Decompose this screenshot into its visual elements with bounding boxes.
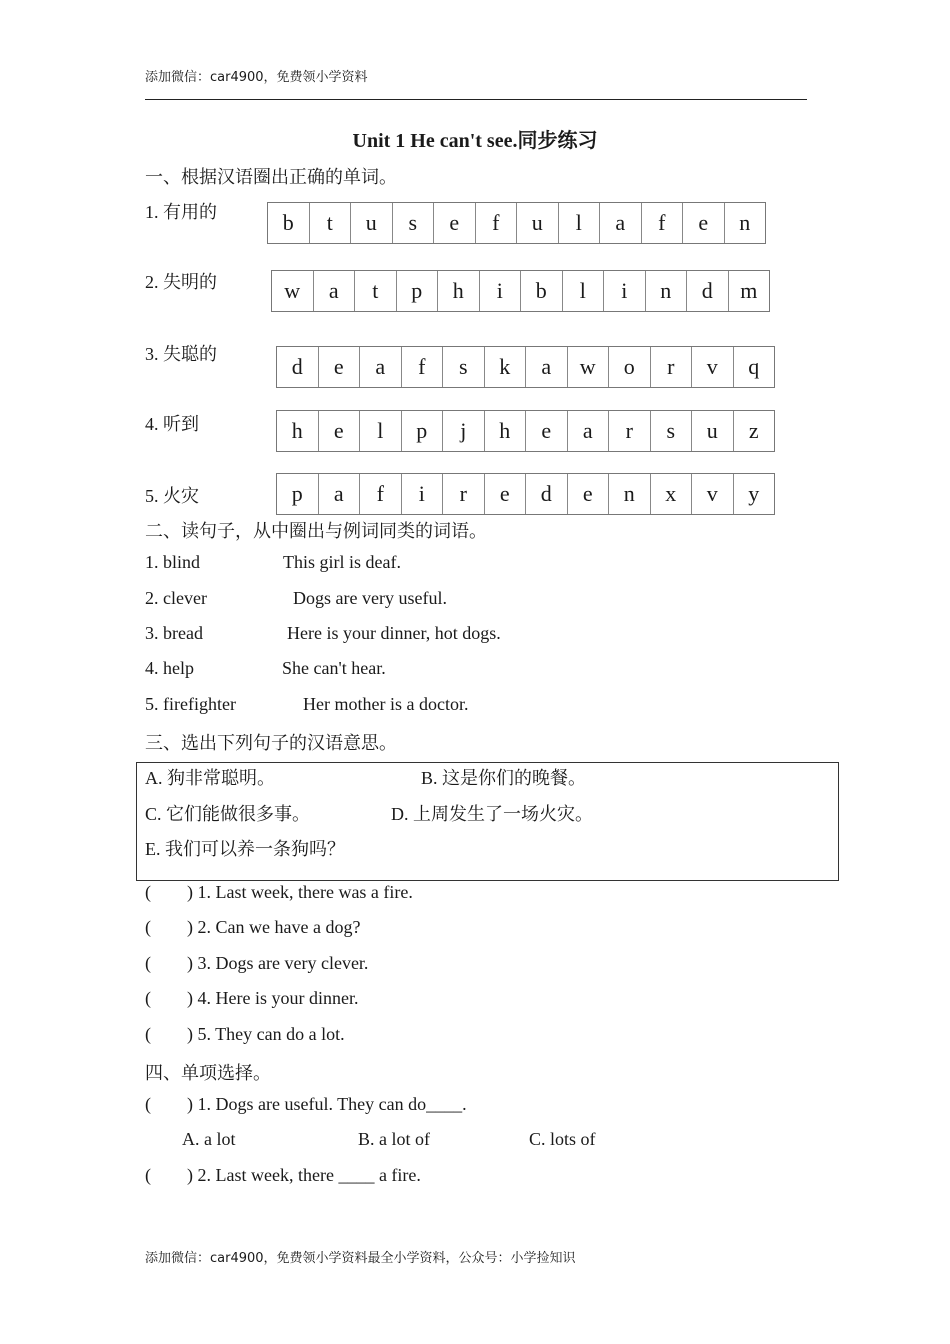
letter-cell[interactable]: t bbox=[310, 203, 352, 243]
letter-cell[interactable]: f bbox=[476, 203, 518, 243]
letter-cell[interactable]: l bbox=[563, 271, 605, 311]
choice-a: A. a lot bbox=[182, 1129, 236, 1149]
example-word: 3. bread bbox=[145, 623, 203, 643]
letter-cell[interactable]: d bbox=[277, 347, 319, 387]
letter-cell[interactable]: f bbox=[402, 347, 444, 387]
sentence: This girl is deaf. bbox=[283, 552, 401, 572]
letter-cell[interactable]: k bbox=[485, 347, 527, 387]
question-text: 1. Dogs are useful. They can do____. bbox=[197, 1094, 467, 1114]
answer-blank-open[interactable]: ( bbox=[145, 1165, 151, 1185]
letter-grid bbox=[276, 473, 775, 515]
letter-cell[interactable]: f bbox=[642, 203, 684, 243]
letter-cell[interactable]: e bbox=[485, 474, 527, 514]
letter-cell[interactable]: u bbox=[517, 203, 559, 243]
letter-cell[interactable]: n bbox=[609, 474, 651, 514]
letter-cell[interactable]: h bbox=[277, 411, 319, 451]
letter-cell[interactable]: x bbox=[651, 474, 693, 514]
question-row bbox=[145, 1094, 467, 1115]
answer-blank-close: ) bbox=[187, 988, 193, 1008]
answer-blank-open[interactable]: ( bbox=[145, 1094, 151, 1114]
section4-heading: 四、单项选择。 bbox=[145, 1063, 271, 1083]
choice-b: B. a lot of bbox=[358, 1129, 430, 1149]
letter-cell[interactable]: t bbox=[355, 271, 397, 311]
section1-heading: 一、根据汉语圈出正确的单词。 bbox=[145, 167, 397, 187]
letter-cell[interactable]: s bbox=[651, 411, 693, 451]
sentence: Here is your dinner, hot dogs. bbox=[287, 623, 501, 643]
letter-grid bbox=[276, 410, 775, 452]
example-word: 2. clever bbox=[145, 588, 207, 608]
letter-cell[interactable]: h bbox=[438, 271, 480, 311]
answer-blank-close: ) bbox=[187, 1165, 193, 1185]
letter-cell[interactable]: d bbox=[687, 271, 729, 311]
letter-cell[interactable]: i bbox=[604, 271, 646, 311]
sentence: Dogs are very useful. bbox=[293, 588, 447, 608]
answer-blank-open[interactable]: ( bbox=[145, 917, 151, 937]
letter-cell[interactable]: j bbox=[443, 411, 485, 451]
letter-cell[interactable]: w bbox=[568, 347, 610, 387]
letter-cell[interactable]: a bbox=[319, 474, 361, 514]
letter-cell[interactable]: w bbox=[272, 271, 314, 311]
option-b: B. 这是你们的晚餐。 bbox=[421, 768, 587, 788]
letter-cell[interactable]: i bbox=[480, 271, 522, 311]
option-a: A. 狗非常聪明。 bbox=[145, 768, 275, 788]
section1-item-label: 4. 听到 bbox=[145, 414, 199, 434]
letter-cell[interactable]: o bbox=[609, 347, 651, 387]
letter-cell[interactable]: b bbox=[268, 203, 310, 243]
letter-cell[interactable]: a bbox=[526, 347, 568, 387]
letter-cell[interactable]: p bbox=[397, 271, 439, 311]
question-text: 4. Here is your dinner. bbox=[197, 988, 359, 1008]
letter-cell[interactable]: n bbox=[646, 271, 688, 311]
section1-item-label: 5. 火灾 bbox=[145, 486, 199, 506]
option-e: E. 我们可以养一条狗吗？ bbox=[145, 839, 345, 859]
letter-cell[interactable]: p bbox=[277, 474, 319, 514]
question-row bbox=[145, 1165, 421, 1186]
answer-blank-open[interactable]: ( bbox=[145, 1024, 151, 1044]
question-text: 2. Can we have a dog? bbox=[197, 917, 361, 937]
answer-blank-open[interactable]: ( bbox=[145, 988, 151, 1008]
section1-item-label: 1. 有用的 bbox=[145, 202, 217, 222]
example-word: 5. firefighter bbox=[145, 694, 236, 714]
example-word: 1. blind bbox=[145, 552, 201, 572]
letter-cell[interactable]: e bbox=[683, 203, 725, 243]
option-d: D. 上周发生了一场火灾。 bbox=[391, 804, 593, 824]
question-row bbox=[145, 988, 358, 1009]
letter-cell[interactable]: s bbox=[393, 203, 435, 243]
letter-cell[interactable]: v bbox=[692, 347, 734, 387]
letter-cell[interactable]: a bbox=[314, 271, 356, 311]
footer-note: 添加微信：car4900，免费领小学资料最全小学资料，公众号：小学捡知识 bbox=[145, 1251, 576, 1266]
letter-cell[interactable]: e bbox=[319, 411, 361, 451]
section3-heading: 三、选出下列句子的汉语意思。 bbox=[145, 733, 397, 753]
letter-cell[interactable]: a bbox=[568, 411, 610, 451]
answer-blank-open[interactable]: ( bbox=[145, 882, 151, 902]
letter-cell[interactable]: b bbox=[521, 271, 563, 311]
section1-item-label: 2. 失明的 bbox=[145, 272, 217, 292]
letter-cell[interactable]: e bbox=[319, 347, 361, 387]
question-text: 5. They can do a lot. bbox=[197, 1024, 345, 1044]
answer-blank-close: ) bbox=[187, 917, 193, 937]
question-row bbox=[145, 953, 368, 974]
letter-cell[interactable]: f bbox=[360, 474, 402, 514]
letter-cell[interactable]: z bbox=[748, 418, 759, 443]
letter-cell[interactable]: d bbox=[526, 474, 568, 514]
letter-cell[interactable]: e bbox=[526, 411, 568, 451]
section2-heading: 二、读句子，从中圈出与例词同类的词语。 bbox=[145, 521, 487, 541]
letter-cell[interactable]: h bbox=[485, 411, 527, 451]
letter-cell[interactable]: e bbox=[434, 203, 476, 243]
page-title: Unit 1 He can't see.同步练习 bbox=[352, 130, 598, 152]
letter-cell[interactable]: a bbox=[600, 203, 642, 243]
header-divider bbox=[145, 99, 807, 100]
question-text: 1. Last week, there was a fire. bbox=[197, 882, 413, 902]
letter-grid bbox=[276, 346, 775, 388]
letter-cell[interactable]: l bbox=[559, 203, 601, 243]
question-text: 3. Dogs are very clever. bbox=[197, 953, 369, 973]
letter-cell[interactable]: r bbox=[609, 411, 651, 451]
letter-cell[interactable]: a bbox=[360, 347, 402, 387]
header-note: 添加微信：car4900，免费领小学资料 bbox=[145, 70, 368, 85]
answer-blank-open[interactable]: ( bbox=[145, 953, 151, 973]
answer-blank-close: ) bbox=[187, 1094, 193, 1114]
question-row bbox=[145, 917, 360, 938]
letter-cell[interactable]: r bbox=[443, 474, 485, 514]
letter-grid bbox=[271, 270, 770, 312]
option-c: C. 它们能做很多事。 bbox=[145, 804, 311, 824]
letter-cell[interactable]: m bbox=[740, 278, 758, 303]
letter-cell[interactable]: s bbox=[443, 347, 485, 387]
letter-cell[interactable]: n bbox=[739, 210, 751, 235]
answer-blank-close: ) bbox=[187, 1024, 193, 1044]
letter-cell[interactable]: q bbox=[748, 354, 760, 379]
sentence: Her mother is a doctor. bbox=[303, 694, 469, 714]
letter-cell[interactable]: p bbox=[402, 411, 444, 451]
letter-cell[interactable]: v bbox=[692, 474, 734, 514]
question-row bbox=[145, 1024, 345, 1045]
letter-cell[interactable]: e bbox=[568, 474, 610, 514]
question-row bbox=[145, 882, 413, 903]
example-word: 4. help bbox=[145, 658, 194, 678]
sentence: She can't hear. bbox=[282, 658, 386, 678]
letter-cell[interactable]: y bbox=[748, 481, 760, 506]
section1-item-label: 3. 失聪的 bbox=[145, 344, 217, 364]
question-text: 2. Last week, there ____ a fire. bbox=[197, 1165, 421, 1185]
letter-grid bbox=[267, 202, 766, 244]
answer-blank-close: ) bbox=[187, 882, 193, 902]
letter-cell[interactable]: u bbox=[351, 203, 393, 243]
letter-cell[interactable]: i bbox=[402, 474, 444, 514]
letter-cell[interactable]: l bbox=[360, 411, 402, 451]
answer-blank-close: ) bbox=[187, 953, 193, 973]
letter-cell[interactable]: r bbox=[651, 347, 693, 387]
choice-c: C. lots of bbox=[529, 1129, 596, 1149]
letter-cell[interactable]: u bbox=[692, 411, 734, 451]
